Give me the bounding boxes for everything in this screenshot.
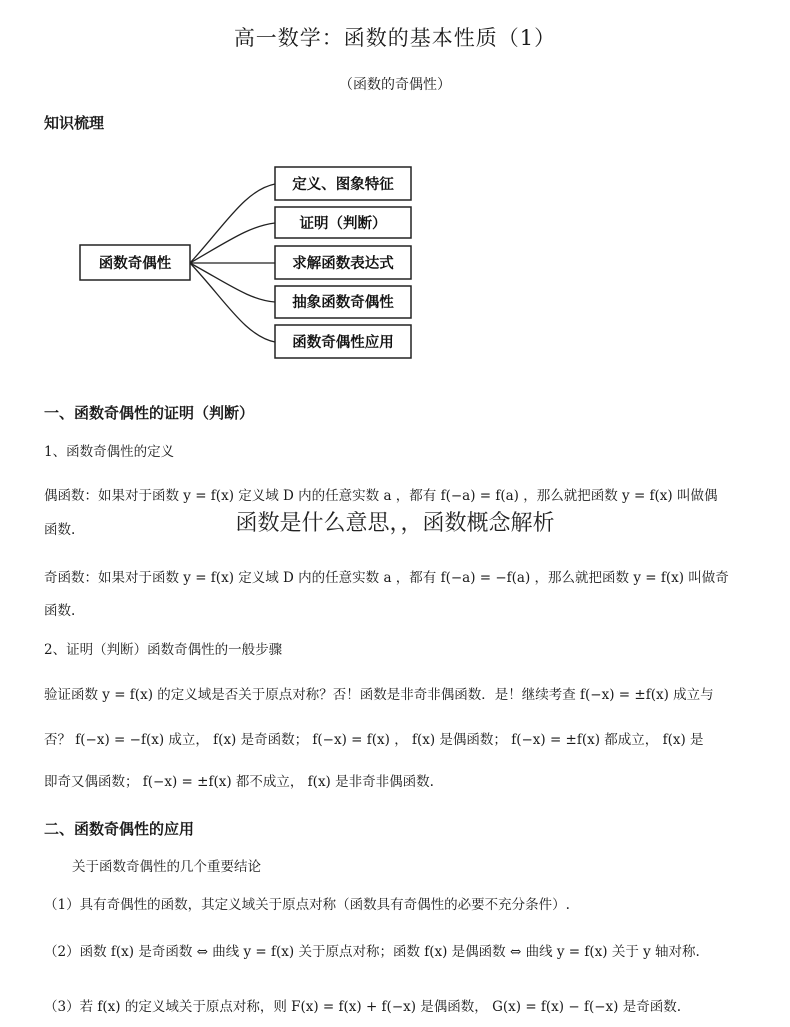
section2-heading: 二、函数奇偶性的应用 <box>44 820 195 838</box>
conclusion-1: （1）具有奇偶性的函数，其定义域关于原点对称（函数具有奇偶性的必要不充分条件）. <box>44 897 570 913</box>
odd-definition-line2: 函数. <box>44 603 76 619</box>
overlay-caption: 函数是什么意思，，函数概念解析 <box>235 511 555 536</box>
section1-heading: 一、函数奇偶性的证明（判断） <box>44 404 255 422</box>
connector-1 <box>190 184 275 263</box>
section1-sub1: 1、函数奇偶性的定义 <box>44 444 175 460</box>
connector-2 <box>190 223 275 263</box>
steps-line3: 即奇又偶函数； f(−x) = ±f(x) 都不成立， f(x) 是非奇非偶函数. <box>44 774 434 790</box>
connector-4 <box>190 263 275 302</box>
root-label: 函数奇偶性 <box>98 256 172 272</box>
steps-line2: 否？ f(−x) = −f(x) 成立， f(x) 是奇函数； f(−x) = f(x) ， f(x) 是偶函数； f(−x) = ±f(x) 都成立， f(x) 是 <box>44 732 704 748</box>
section2-intro: 关于函数奇偶性的几个重要结论 <box>72 859 261 875</box>
branch-label: 定义、图象特征 <box>292 177 394 193</box>
outline-heading: 知识梳理 <box>44 114 105 132</box>
even-definition-line1: 偶函数：如果对于函数 y = f(x) 定义域 D 内的任意实数 a ，都有 f(−a) = f(a) ，那么就把函数 y = f(x) 叫做偶 <box>44 488 718 504</box>
branch-label: 抽象函数奇偶性 <box>292 295 394 311</box>
branch-label: 求解函数表达式 <box>292 256 394 272</box>
even-definition-line2: 函数. <box>44 522 76 538</box>
steps-line1: 验证函数 y = f(x) 的定义域是否关于原点对称？否！函数是非奇非偶函数．是！继续考查 f(−x) = ±f(x) 成立与 <box>44 687 714 703</box>
outline-diagram <box>0 0 790 380</box>
conclusion-3: （3）若 f(x) 的定义域关于原点对称，则 F(x) = f(x) + f(−x) 是偶函数， G(x) = f(x) − f(−x) 是奇函数. <box>44 999 681 1015</box>
branch-label: 证明（判断） <box>299 216 387 232</box>
section1-sub2: 2、证明（判断）函数奇偶性的一般步骤 <box>44 642 283 658</box>
odd-definition-line1: 奇函数：如果对于函数 y = f(x) 定义域 D 内的任意实数 a ，都有 f(−a) = −f(a) ，那么就把函数 y = f(x) 叫做奇 <box>44 570 729 586</box>
conclusion-2: （2）函数 f(x) 是奇函数 ⇔ 曲线 y = f(x) 关于原点对称；函数 f(x) 是偶函数 ⇔ 曲线 y = f(x) 关于 y 轴对称. <box>44 944 700 960</box>
branch-label: 函数奇偶性应用 <box>292 335 394 351</box>
document-subtitle: （函数的奇偶性） <box>339 77 451 93</box>
document-title: 高一数学：函数的基本性质（1） <box>233 26 557 50</box>
connector-5 <box>190 263 275 342</box>
